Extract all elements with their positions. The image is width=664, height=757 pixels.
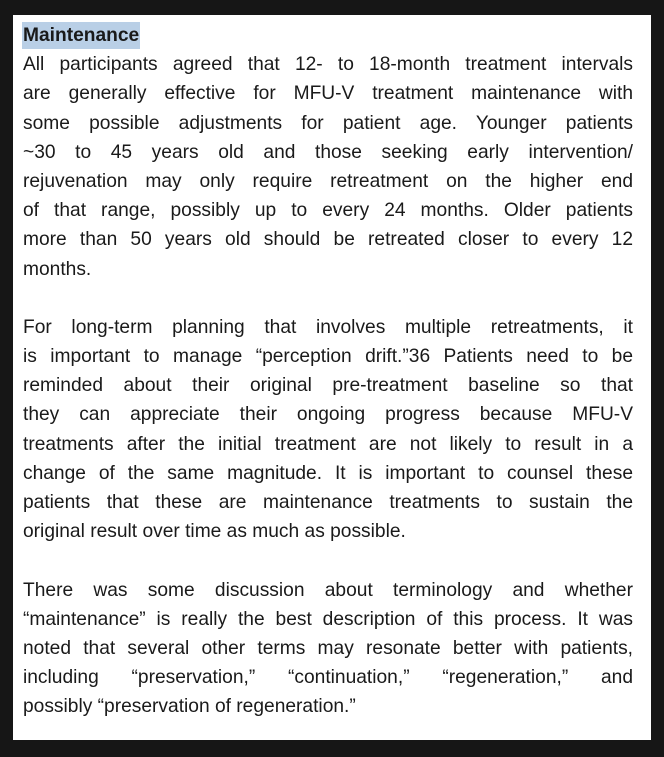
paragraph-1 bbox=[23, 50, 633, 284]
text-line: “maintenance” is really the best description of this process. It was bbox=[23, 608, 633, 630]
text-line: patients that these are maintenance treatments to sustain the bbox=[23, 492, 633, 513]
paragraph-2 bbox=[23, 313, 633, 547]
text-line: change of the same magnitude. It is important to counsel these bbox=[23, 462, 633, 484]
text-line: reminded about their original pre-treatment baseline so that bbox=[23, 375, 633, 397]
text-line: including “preservation,” “continuation,” “regeneration,” and bbox=[23, 667, 633, 689]
text-line: is important to manage “perception drift.”36 Patients need to be bbox=[23, 346, 633, 368]
text-line: treatments after the initial treatment are not likely to result in a bbox=[23, 433, 633, 455]
paragraph-3 bbox=[23, 576, 633, 722]
text-line: rejuvenation may only require retreatment on the higher end bbox=[23, 170, 633, 192]
text-line: All participants agreed that 12- to 18-month treatment intervals bbox=[23, 54, 633, 76]
text-line: months. bbox=[23, 258, 92, 280]
text-line: more than 50 years old should be retreated closer to every 12 bbox=[23, 229, 633, 251]
text-line: possibly “preservation of regeneration.” bbox=[23, 696, 356, 718]
heading-row bbox=[23, 21, 633, 50]
document-page bbox=[13, 15, 651, 740]
text-line: noted that several other terms may resonate better with patients, bbox=[23, 637, 633, 659]
section-heading: Maintenance bbox=[22, 22, 140, 49]
text-line: are generally effective for MFU-V treatment maintenance with bbox=[23, 83, 633, 105]
text-line: ~30 to 45 years old and those seeking early intervention/ bbox=[23, 141, 633, 163]
paragraph-spacer bbox=[23, 546, 633, 575]
text-line: For long-term planning that involves multiple retreatments, it bbox=[23, 316, 633, 338]
paragraph-spacer bbox=[23, 284, 633, 313]
text-line: they can appreciate their ongoing progress because MFU-V bbox=[23, 404, 633, 426]
document-content bbox=[23, 21, 633, 722]
text-line: original result over time as much as possible. bbox=[23, 521, 406, 543]
text-line: There was some discussion about terminology and whether bbox=[23, 579, 633, 601]
text-line: some possible adjustments for patient age. Younger patients bbox=[23, 112, 633, 134]
text-line: of that range, possibly up to every 24 months. Older patients bbox=[23, 200, 633, 222]
